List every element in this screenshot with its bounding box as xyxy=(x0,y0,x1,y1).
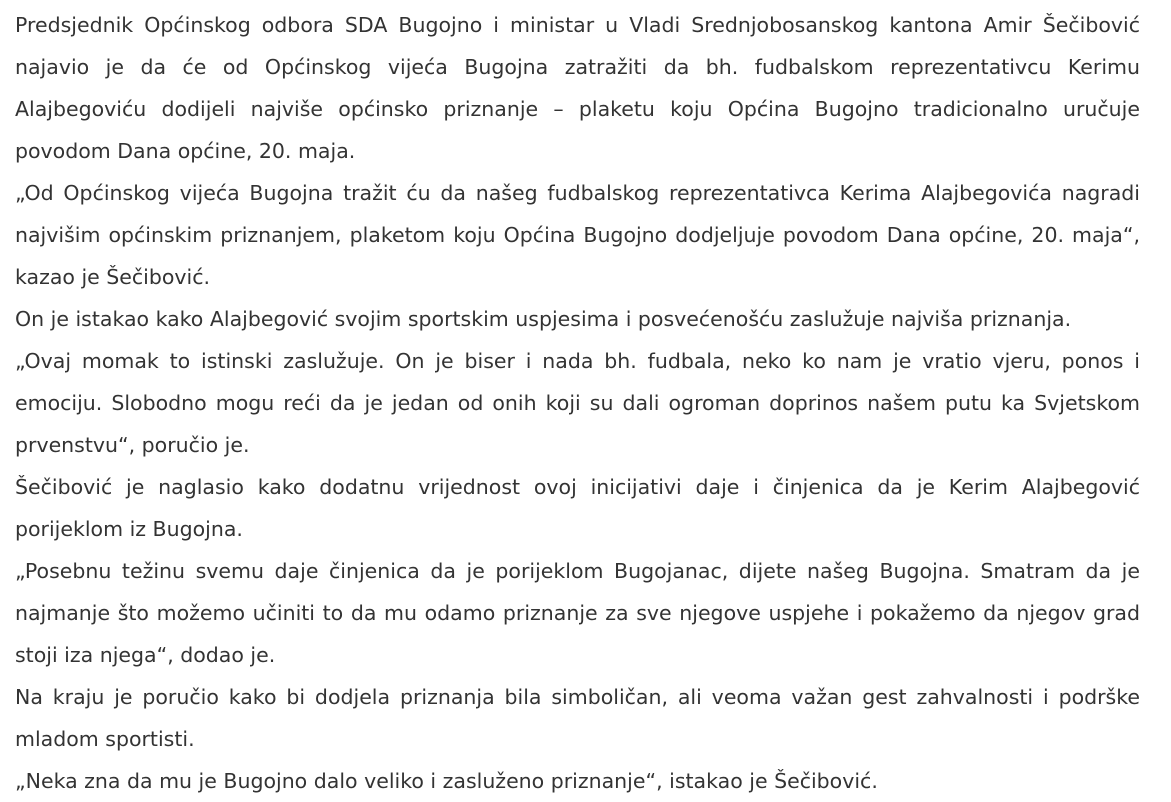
article-paragraph-6: „Posebnu težinu svemu daje činjenica da je porijeklom Bugojanac, dijete našeg Bugojna. Smatram da je najmanje što možemo učiniti to da mu odamo priznanje za sve njegove uspjehe i pokažemo da njegov grad stoji iza njega“, dodao je. xyxy=(15,559,1140,667)
article-paragraph-8: „Neka zna da mu je Bugojno dalo veliko i zasluženo priznanje“, istakao je Šečibović. xyxy=(15,769,878,793)
article-paragraph-2: „Od Općinskog vijeća Bugojna tražit ću da našeg fudbalskog reprezentativca Kerima Alajbegovića nagradi najvišim općinskim priznanjem, plaketom koju Općina Bugojno dodjeljuje povodom Dana općine, 20. maja“, kazao je Šečibović. xyxy=(15,181,1140,289)
article-paragraph-4: „Ovaj momak to istinski zaslužuje. On je biser i nada bh. fudbala, neko ko nam je vratio vjeru, ponos i emociju. Slobodno mogu reći da je jedan od onih koji su dali ogroman doprinos našem putu ka Svjetskom prvenstvu“, poručio je. xyxy=(15,349,1140,457)
article-paragraph-5: Šečibović je naglasio kako dodatnu vrijednost ovoj inicijativi daje i činjenica da je Kerim Alajbegović porijeklom iz Bugojna. xyxy=(15,475,1140,541)
article-paragraph-3: On je istakao kako Alajbegović svojim sportskim uspjesima i posvećenošću zaslužuje najviša priznanja. xyxy=(15,307,1072,331)
article-paragraph-1: Predsjednik Općinskog odbora SDA Bugojno i ministar u Vladi Srednjobosanskog kantona Amir Šečibović najavio je da će od Općinskog vijeća Bugojna zatražiti da bh. fudbalskom reprezentativcu Kerimu Alajbegoviću dodijeli najviše općinsko priznanje – plaketu koju Općina Bugojno tradicionalno uručuje povodom Dana općine, 20. maja. xyxy=(15,13,1140,163)
article-paragraph-7: Na kraju je poručio kako bi dodjela priznanja bila simboličan, ali veoma važan gest zahvalnosti i podrške mladom sportisti. xyxy=(15,685,1140,751)
